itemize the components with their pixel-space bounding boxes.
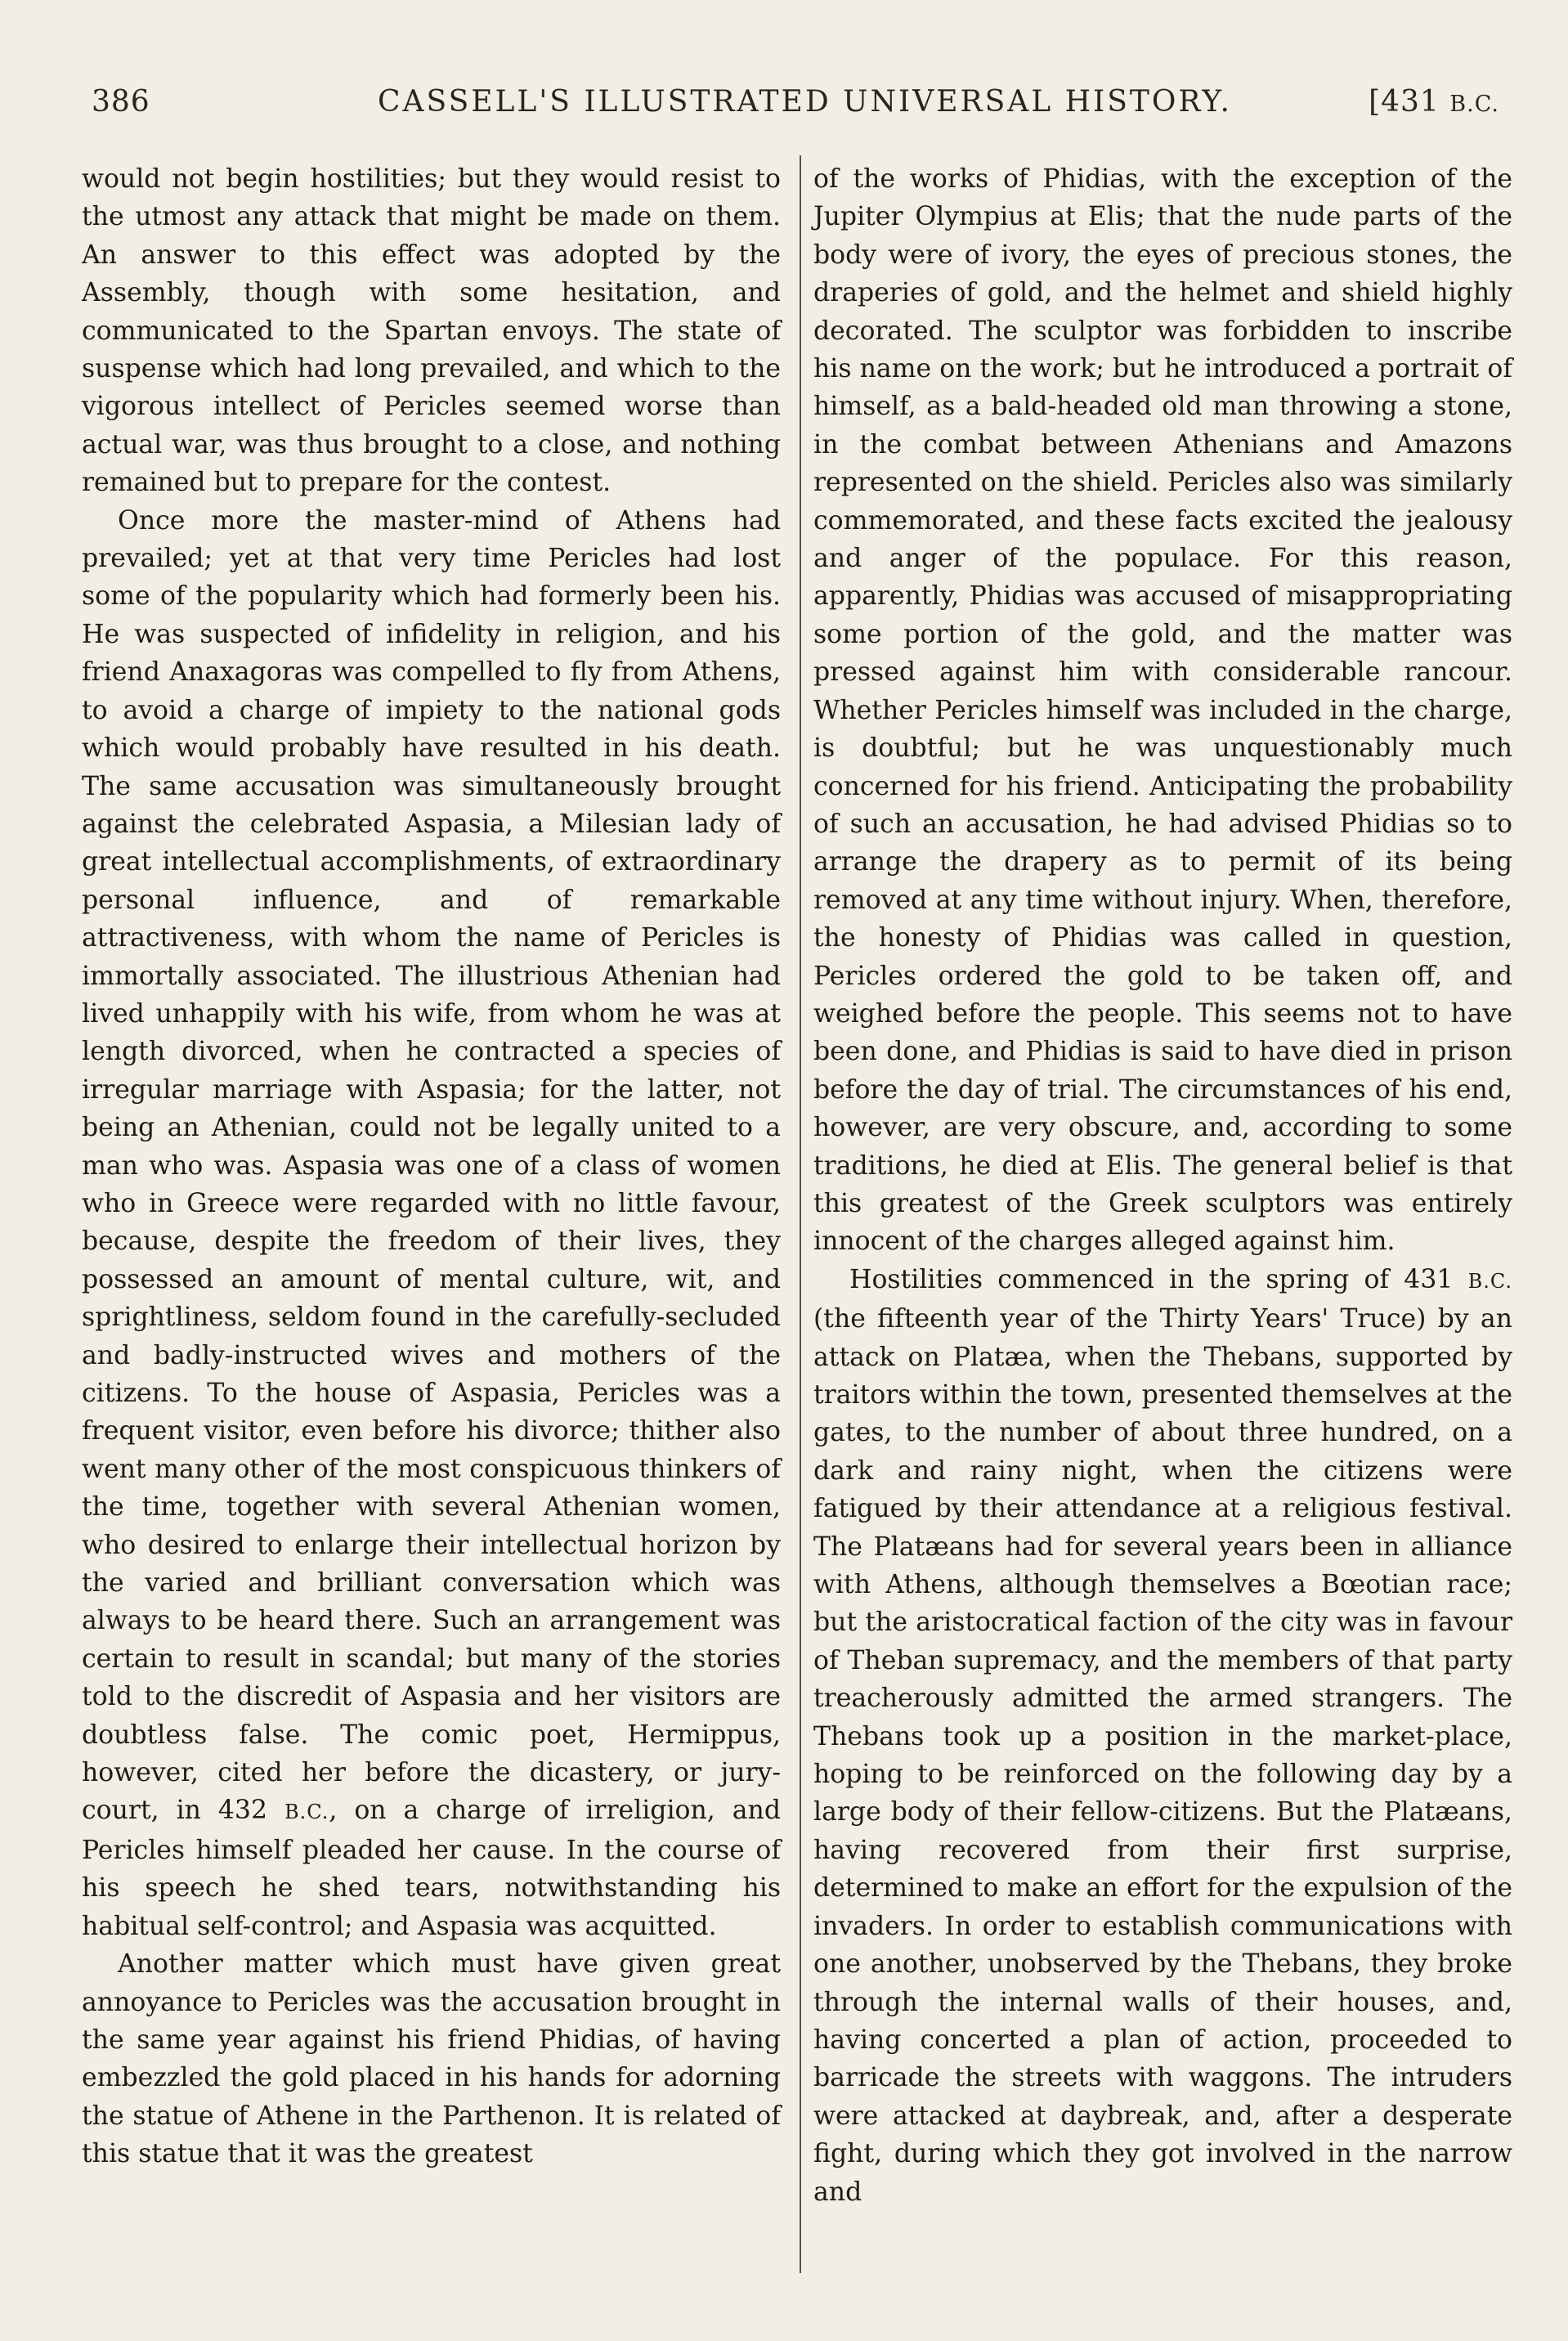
column-divider: [800, 155, 801, 2273]
right-column: [813, 160, 1512, 2211]
page-number: 386: [92, 85, 150, 119]
paragraph: Hostilities commenced in the spring of 431 B.C. (the fifteenth year of the Thirty Years' Truce) by an attack on Platæa, when the Thebans, supported by traitors within the town, presented themselves at the gates, to the number of about three hundred, on a dark and rainy night, when the citizens were fatigued by their attendance at a religious festival. The Platæans had for several years been in alliance with Athens, although themselves a Bœotian race; but the aristocratical faction of the city was in favour of Theban supremacy, and the members of that party treacherously admitted the armed strangers. The Thebans took up a position in the market-place, hoping to be reinforced on the following day by a large body of their fellow-citizens. But the Platæans, having recovered from their first surprise, determined to make an effort for the expulsion of the invaders. In order to establish communications with one another, unobserved by the Thebans, they broke through the internal walls of their houses, and, having concerted a plan of action, proceeded to barricade the streets with waggons. The intruders were attacked at daybreak, and, after a desperate fight, during which they got involved in the narrow and: [813, 1264, 1513, 2207]
header-date: [1369, 85, 1499, 119]
page-header: [92, 85, 1499, 124]
left-column: [82, 160, 781, 2173]
era-abbrev: B.C.: [1467, 1269, 1513, 1293]
paragraph: of the works of Phidias, with the exception of the Jupiter Olympius at Elis; that the nude parts of the body were of ivory, the eyes of precious stones, the draperies of gold, and the helmet and shield highly decorated. The sculptor was forbidden to inscribe his name on the work; but he introduced a portrait of himself, as a bald-headed old man throwing a stone, in the combat between Athenians and Amazons represented on the shield. Pericles also was similarly commemorated, and these facts excited the jealousy and anger of the populace. For this reason, apparently, Phidias was accused of misappropriating some portion of the gold, and the matter was pressed against him with considerable rancour. Whether Pericles himself was included in the charge, is doubtful; but he was unquestionably much concerned for his friend. Anticipating the probability of such an accusation, he had advised Phidias so to arrange the drapery as to permit of its being removed at any time without injury. When, therefore, the honesty of Phidias was called in question, Pericles ordered the gold to be taken off, and weighed before the people. This seems not to have been done, and Phidias is said to have died in prison before the day of trial. The circumstances of his end, however, are very obscure, and, according to some traditions, he died at Elis. The general belief is that this greatest of the Greek sculptors was entirely innocent of the charges alleged against him.: [813, 164, 1512, 1257]
paragraph: Once more the master-mind of Athens had prevailed; yet at that very time Pericles had lost some of the popularity which had formerly been his. He was suspected of infidelity in religion, and his friend Anaxagoras was compelled to fly from Athens, to avoid a charge of impiety to the national gods which would probably have resulted in his death. The same accusation was simultaneously brought against the celebrated Aspasia, a Milesian lady of great intellectual accomplishments, of extraordinary personal influence, and of remarkable attractiveness, with whom the name of Pericles is immortally associated. The illustrious Athenian had lived unhappily with his wife, from whom he was at length divorced, when he contracted a species of irregular marriage with Aspasia; for the latter, not being an Athenian, could not be legally united to a man who was. Aspasia was one of a class of women who in Greece were regarded with no little favour, because, despite the freedom of their lives, they possessed an amount of mental culture, wit, and sprightliness, seldom found in the carefully-secluded and badly-instructed wives and mothers of the citizens. To the house of Aspasia, Pericles was a frequent visitor, even before his divorce; thither also went many other of the most conspicuous thinkers of the time, together with several Athenian women, who desired to enlarge their intellectual horizon by the varied and brilliant conversation which was always to be heard there. Such an arrangement was certain to result in scandal; but many of the stories told to the discredit of Aspasia and her visitors are doubtless false. The comic poet, Hermippus, however, cited her before the dicastery, or jury-court, in 432 B.C., on a charge of irreligion, and Pericles himself pleaded her cause. In the course of his speech he shed tears, notwithstanding his habitual self-control; and Aspasia was acquitted.: [82, 505, 781, 1941]
paragraph: would not begin hostilities; but they would resist to the utmost any attack that might be made on them. An answer to this effect was adopted by the Assembly, though with some hesitation, and communicated to the Spartan envoys. The state of suspense which had long prevailed, and which to the vigorous intellect of Pericles seemed worse than actual war, was thus brought to a close, and nothing remained but to prepare for the contest.: [82, 164, 781, 498]
running-title: CASSELL'S ILLUSTRATED UNIVERSAL HISTORY.: [378, 85, 1232, 119]
paragraph: Another matter which must have given great annoyance to Pericles was the accusation brought in the same year against his friend Phidias, of having embezzled the gold placed in his hands for adorning the statue of Athene in the Parthenon. It is related of this statue that it was the greatest: [82, 1949, 781, 2169]
header-date-year: [431: [1369, 85, 1440, 119]
header-date-era: B.C.: [1449, 92, 1499, 117]
era-abbrev: B.C.: [284, 1801, 329, 1824]
